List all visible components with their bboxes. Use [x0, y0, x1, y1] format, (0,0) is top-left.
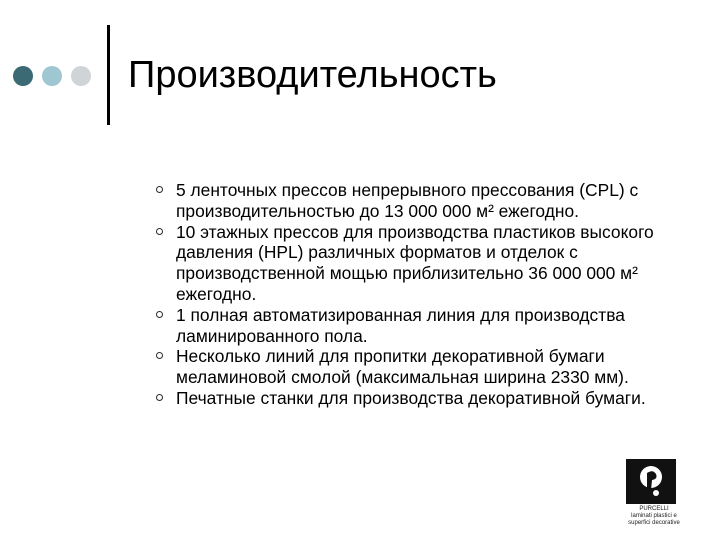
bullet-marker-icon	[156, 311, 163, 318]
logo-line-2: superfici decorative	[628, 520, 680, 526]
bullet-text: Несколько линий для пропитки декоративной бумаги меламиновой смолой (максимальная ширина 2330 мм).	[176, 346, 629, 388]
logo-line-1: laminati plastici e	[631, 513, 677, 519]
bullet-text: 10 этажных прессов для производства пластиков высокого давления (HPL) различных форматов и отделок с производственной мощью приблизительно 36 000 000 м² ежегодно.	[176, 221, 654, 304]
dot-light-blue	[42, 66, 62, 86]
bullet-marker-icon	[156, 186, 163, 193]
logo-mark-icon	[626, 459, 676, 504]
bullet-marker-icon	[156, 228, 163, 235]
bullet-item	[156, 346, 656, 388]
dot-gray	[71, 66, 91, 86]
slide-title: Производительность	[128, 54, 497, 96]
bullet-text: 1 полная автоматизированная линия для производства ламинированного пола.	[176, 304, 625, 346]
bullet-item	[156, 180, 656, 222]
logo-name: PURCELLI	[639, 506, 669, 512]
decorative-dots	[13, 66, 91, 86]
bullet-list	[156, 180, 656, 409]
bullet-marker-icon	[156, 352, 163, 359]
company-logo	[622, 459, 686, 527]
bullet-text: 5 ленточных прессов непрерывного прессования (CPL) с производительностью до 13 000 000 м² ежегодно.	[176, 180, 639, 221]
bullet-marker-icon	[156, 394, 163, 401]
bullet-text: Печатные станки для производства декоративной бумаги.	[176, 387, 646, 408]
title-divider	[107, 25, 110, 125]
bullet-item	[156, 388, 656, 409]
logo-caption	[622, 506, 686, 527]
logo-emblem	[626, 459, 676, 504]
bullet-item	[156, 305, 656, 347]
bullet-item	[156, 222, 656, 305]
dot-dark	[13, 66, 33, 86]
